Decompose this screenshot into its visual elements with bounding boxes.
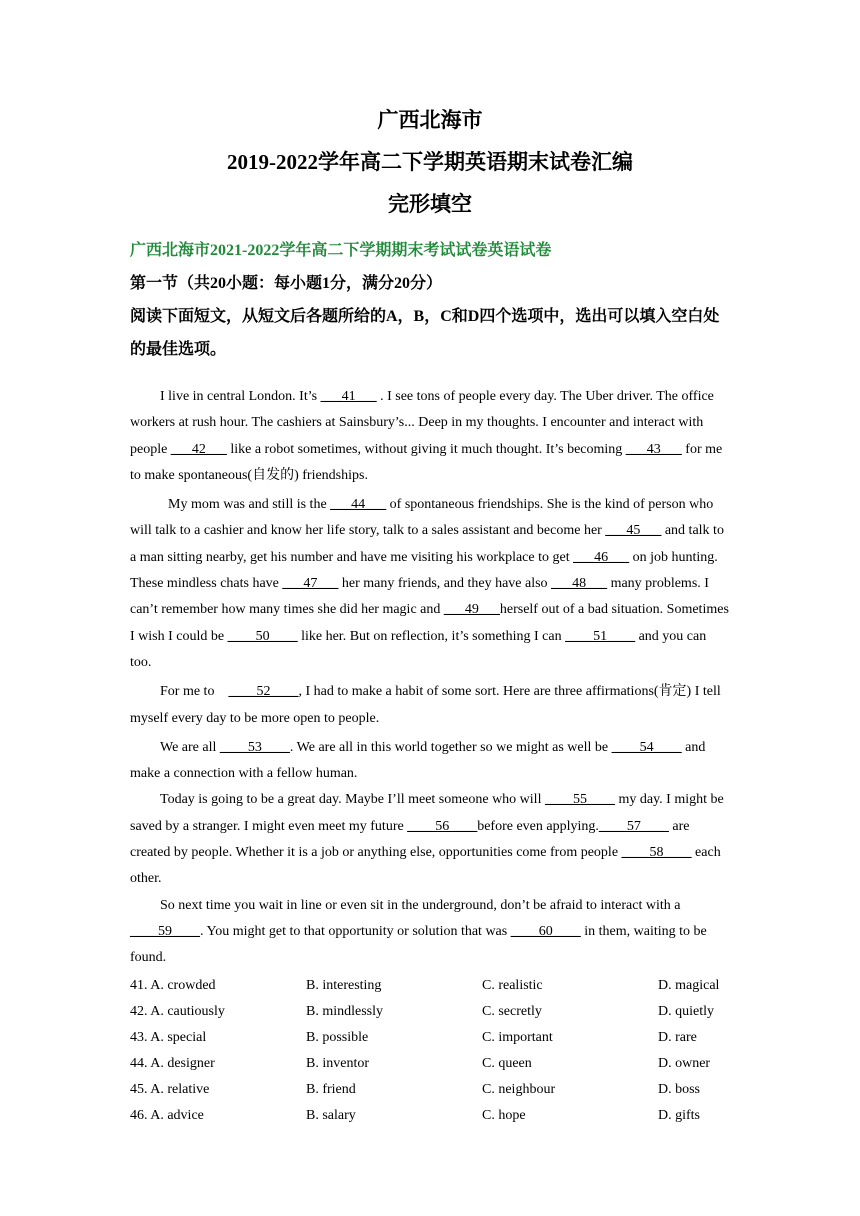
blank-55: ____55____	[544, 792, 615, 808]
option-c: C. queen	[482, 1056, 532, 1072]
option-d: D. owner	[658, 1056, 711, 1072]
option-a: 45. A. relative	[130, 1082, 210, 1098]
option-d: D. magical	[658, 977, 720, 993]
text: are created by people. Whether it is a job or anything else, opportunities come from people	[130, 818, 690, 861]
question-type-title: 完形填空	[388, 192, 472, 216]
collection-title: 2019-2022学年高二下学期英语期末试卷汇编	[227, 150, 633, 174]
option-c: C. hope	[482, 1108, 526, 1124]
text: of spontaneous friendships. She is the kind of person who will talk to a cashier and know her life story, talk to a sales assistant and become her	[130, 497, 714, 539]
blank-60: ____60____	[510, 923, 581, 939]
text: For me to	[160, 684, 229, 700]
option-a: 43. A. special	[130, 1029, 207, 1045]
text: many problems. I can’t remember how many times she did her magic and	[130, 576, 709, 618]
passage-paragraph-6	[130, 893, 730, 972]
text: her many friends, and they have also	[338, 576, 552, 592]
passage-paragraph-4	[130, 735, 730, 788]
blank-45: ___45___	[605, 523, 662, 539]
passage-paragraph-3	[130, 679, 730, 732]
option-b: B. inventor	[306, 1056, 369, 1072]
blank-59: ____59____	[130, 923, 200, 939]
option-a: 42. A. cautiously	[130, 1003, 225, 1019]
option-c: C. secretly	[482, 1003, 542, 1019]
option-d: D. quietly	[658, 1003, 714, 1019]
option-d: D. gifts	[658, 1108, 700, 1124]
section-heading: 第一节（共20小题：每小题1分，满分20分）	[130, 275, 443, 292]
blank-56: ____56____	[407, 818, 478, 834]
answer-options	[130, 973, 730, 1130]
text: my day. I might be saved by a stranger. I might even meet my future	[130, 792, 724, 834]
blank-48: ___48___	[551, 576, 608, 592]
text: on job hunting. These mindless chats have	[130, 549, 718, 592]
option-c: C. neighbour	[482, 1082, 556, 1098]
passage-paragraph-2	[130, 492, 730, 676]
option-a: 44. A. designer	[130, 1056, 215, 1072]
text: herself out of a bad situation. Sometimes I wish I could be	[130, 602, 729, 644]
blank-44: ___44___	[330, 497, 387, 513]
text: each other.	[130, 845, 721, 887]
option-b: B. interesting	[306, 977, 382, 993]
blank-47: ___47___	[282, 576, 339, 592]
text: , I had to make a habit of some sort. Here are three affirmations(肯定) I tell myself every day to be more open to people.	[130, 684, 721, 726]
option-b: B. friend	[306, 1082, 356, 1098]
blank-53: ____53____	[219, 739, 290, 755]
option-d: D. boss	[658, 1082, 701, 1098]
blank-46: ___46___	[573, 549, 630, 565]
text: My mom was and still is the	[168, 497, 331, 513]
option-row-44	[130, 1051, 730, 1077]
text: . I see tons of people every day. The Uber driver. The office workers at rush hour. The cashiers at Sainsbury’s... Deep in my thoughts. I encounter and interact with people	[130, 389, 714, 457]
blank-49: ___49___	[443, 602, 500, 618]
passage-paragraph-5	[130, 787, 730, 892]
source-exam-title: 广西北海市2021-2022学年高二下学期期末考试试卷英语试卷	[130, 242, 552, 259]
blank-51: ____51____	[565, 628, 636, 644]
text: like her. But on reflection, it’s something I can	[297, 628, 566, 644]
blank-57: ____57____	[598, 818, 669, 834]
blank-52: ____52____	[228, 684, 299, 700]
text: and you can too.	[130, 628, 707, 670]
blank-42: ___42___	[170, 441, 227, 457]
option-row-41	[130, 973, 730, 999]
blank-41: ___41___	[320, 389, 377, 404]
text: for me to make spontaneous(自发的) friendships.	[130, 441, 723, 483]
instructions: 阅读下面短文，从短文后各题所给的A，B，C和D四个选项中，选出可以填入空白处的最佳选项。	[130, 308, 720, 358]
option-d: D. rare	[658, 1029, 697, 1045]
option-row-45	[130, 1077, 730, 1103]
text: before even applying.	[477, 818, 599, 834]
option-row-46	[130, 1103, 730, 1129]
text: We are all	[160, 739, 220, 755]
blank-43: ___43___	[625, 441, 682, 457]
option-b: B. possible	[306, 1029, 369, 1045]
blank-58: ____58____	[621, 845, 692, 861]
text: in them, waiting to be found.	[130, 923, 707, 966]
blank-50: ____50____	[227, 628, 298, 644]
option-a: 46. A. advice	[130, 1108, 204, 1124]
text: So next time you wait in line or even sit in the underground, don’t be afraid to interact with a	[160, 897, 681, 913]
option-b: B. mindlessly	[306, 1003, 384, 1019]
option-c: C. realistic	[482, 977, 543, 993]
option-row-42	[130, 999, 730, 1025]
text: and make a connection with a fellow human.	[130, 739, 706, 782]
blank-54: ____54____	[611, 739, 682, 755]
passage-paragraph-1	[130, 384, 730, 489]
text: and talk to a man sitting nearby, get his number and have me visiting his workplace to get	[130, 523, 724, 565]
region-title: 广西北海市	[377, 108, 483, 132]
text: Today is going to be a great day. Maybe I’ll meet someone who will	[160, 792, 545, 808]
text: I live in central London. It’s	[160, 389, 321, 404]
text: . You might get to that opportunity or solution that was	[200, 923, 511, 939]
option-c: C. important	[482, 1029, 553, 1045]
document-page	[130, 100, 730, 1130]
text: like a robot sometimes, without giving it much thought. It’s becoming	[226, 441, 626, 457]
option-b: B. salary	[306, 1108, 356, 1124]
option-a: 41. A. crowded	[130, 977, 216, 993]
option-row-43	[130, 1025, 730, 1051]
text: . We are all in this world together so we might as well be	[289, 739, 612, 755]
